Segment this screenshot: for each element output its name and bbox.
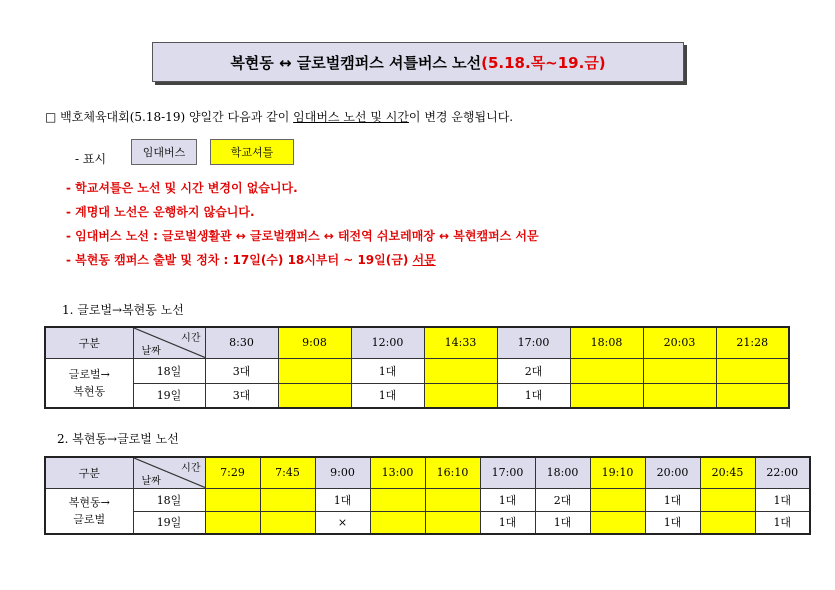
time-header: 7:29 — [205, 457, 260, 488]
header-gubun: 구분 — [45, 327, 133, 358]
notice-underlined: 임대버스 노선 및 시간 — [293, 110, 409, 124]
time-header: 22:00 — [755, 457, 810, 488]
bus-count-cell: 3대 — [205, 358, 278, 383]
header-gubun: 구분 — [45, 457, 133, 488]
time-header: 9:00 — [315, 457, 370, 488]
bus-count-cell: 1대 — [645, 511, 700, 534]
time-header: 12:00 — [351, 327, 424, 358]
time-header: 20:45 — [700, 457, 755, 488]
bullet-item — [66, 248, 539, 272]
bus-count-cell: 1대 — [315, 488, 370, 511]
section1-heading: 1. 글로벌→복현동 노선 — [62, 303, 184, 317]
bus-count-cell: 1대 — [497, 383, 570, 408]
bus-count-cell — [425, 511, 480, 534]
bus-count-cell: × — [315, 511, 370, 534]
header-date-label: 날짜 — [141, 345, 161, 357]
notice-pre: 백호체육대회(5.18-19) 양일간 다음과 같이 — [60, 110, 294, 124]
bus-count-cell: 2대 — [535, 488, 590, 511]
bus-count-cell: 1대 — [351, 383, 424, 408]
time-header: 8:30 — [205, 327, 278, 358]
bullet4-underlined: 서문 — [412, 253, 436, 267]
time-header: 21:28 — [716, 327, 789, 358]
header-time-label: 시간 — [181, 333, 201, 344]
bus-count-cell — [590, 488, 645, 511]
legend-label: - 표시 — [75, 152, 107, 166]
bus-count-cell: 1대 — [535, 511, 590, 534]
bus-count-cell — [643, 383, 716, 408]
route-label: 복현동→ 글로벌 — [45, 488, 133, 534]
bus-count-cell: 1대 — [351, 358, 424, 383]
time-header: 17:00 — [497, 327, 570, 358]
section2-heading: 2. 복현동→글로벌 노선 — [57, 432, 179, 446]
notice-bullets — [66, 176, 539, 272]
time-header: 20:00 — [645, 457, 700, 488]
page-title — [152, 42, 684, 82]
time-header: 13:00 — [370, 457, 425, 488]
schedule-table-1 — [44, 326, 790, 409]
bus-count-cell: 2대 — [497, 358, 570, 383]
bus-count-cell — [643, 358, 716, 383]
route-label: 글로벌→ 복현동 — [45, 358, 133, 408]
schedule-table-2 — [44, 456, 811, 535]
bus-count-cell — [278, 383, 351, 408]
notice-line — [45, 108, 513, 125]
bus-count-cell — [424, 383, 497, 408]
bus-count-cell — [370, 511, 425, 534]
bullet4-pre: - 복현동 캠퍼스 출발 및 정차 : 17일(수) 18시부터 ~ 19일(금) — [66, 253, 413, 267]
bus-count-cell: 3대 — [205, 383, 278, 408]
time-header: 9:08 — [278, 327, 351, 358]
notice-post: 이 변경 운행됩니다. — [408, 110, 514, 124]
bus-count-cell — [370, 488, 425, 511]
time-header: 20:03 — [643, 327, 716, 358]
bullet-item: - 임대버스 노선 : 글로벌생활관 ↔ 글로벌캠퍼스 ↔ 태전역 쉬보레매장 ↔ 복현캠퍼스 서문 — [66, 229, 539, 243]
time-header: 18:00 — [535, 457, 590, 488]
day-label: 19일 — [133, 383, 205, 408]
time-header: 19:10 — [590, 457, 645, 488]
legend-bus: 임대버스 — [131, 139, 197, 165]
bus-count-cell — [205, 511, 260, 534]
header-date-label: 날짜 — [141, 475, 161, 487]
bus-count-cell: 1대 — [755, 488, 810, 511]
legend-shuttle: 학교셔틀 — [210, 139, 294, 165]
bus-count-cell — [570, 358, 643, 383]
time-header: 7:45 — [260, 457, 315, 488]
bus-count-cell — [590, 511, 645, 534]
bus-count-cell — [205, 488, 260, 511]
bus-count-cell — [260, 511, 315, 534]
time-header: 16:10 — [425, 457, 480, 488]
bus-count-cell — [570, 383, 643, 408]
bus-count-cell — [700, 511, 755, 534]
bus-count-cell — [425, 488, 480, 511]
checkbox-icon: □ — [45, 110, 57, 124]
header-diagonal — [133, 457, 205, 488]
bus-count-cell — [424, 358, 497, 383]
day-label: 18일 — [133, 358, 205, 383]
header-time-label: 시간 — [181, 463, 201, 474]
bus-count-cell: 1대 — [755, 511, 810, 534]
bus-count-cell: 1대 — [480, 511, 535, 534]
title-main: 복현동 ↔ 글로벌캠퍼스 셔틀버스 노선 — [230, 53, 482, 72]
title-date: (5.18.목~19.금) — [481, 53, 606, 72]
header-diagonal — [133, 327, 205, 358]
bus-count-cell — [278, 358, 351, 383]
time-header: 14:33 — [424, 327, 497, 358]
bus-count-cell — [260, 488, 315, 511]
bus-count-cell — [716, 383, 789, 408]
day-label: 18일 — [133, 488, 205, 511]
bus-count-cell: 1대 — [645, 488, 700, 511]
time-header: 17:00 — [480, 457, 535, 488]
bus-count-cell — [700, 488, 755, 511]
bus-count-cell: 1대 — [480, 488, 535, 511]
day-label: 19일 — [133, 511, 205, 534]
bus-count-cell — [716, 358, 789, 383]
bullet-item: - 학교셔틀은 노선 및 시간 변경이 없습니다. — [66, 181, 298, 195]
time-header: 18:08 — [570, 327, 643, 358]
bullet-item: - 계명대 노선은 운행하지 않습니다. — [66, 205, 255, 219]
